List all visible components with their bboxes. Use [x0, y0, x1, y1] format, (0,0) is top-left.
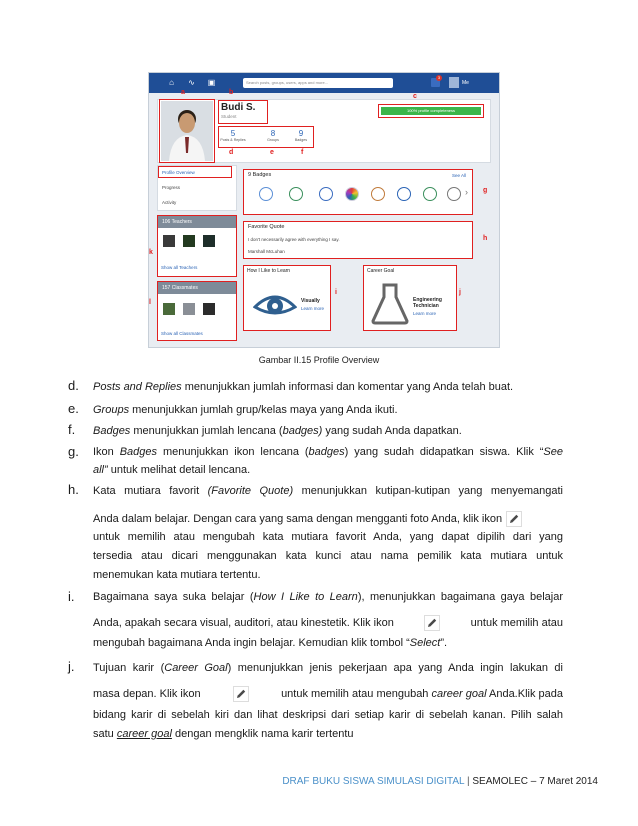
stat-badges-value: 9: [298, 129, 304, 138]
item-j-letter: j.: [68, 659, 75, 674]
callout-box-i: [243, 265, 331, 331]
callout-box-a: [159, 99, 215, 163]
item-i-line2-text-b: untuk memilih atau: [470, 616, 563, 629]
item-d-text: [93, 380, 513, 395]
item-h-line4: tersedia atau dicari menggunakan kata kunci atau nama pemilik kata mutiara untuk: [93, 550, 563, 562]
callout-box-profile-overview: [158, 166, 232, 178]
callout-label-f: f: [301, 149, 304, 156]
callout-box-g: [243, 169, 473, 215]
item-h-line5: menemukan kata mutiara tertentu.: [93, 569, 261, 581]
profile-progress-bar: 100% profile completeness: [381, 107, 481, 115]
home-icon[interactable]: ⌂: [169, 78, 174, 87]
profile-overview-screenshot: [148, 72, 500, 348]
callout-box-h: [243, 221, 473, 259]
callout-box-k: [157, 215, 237, 277]
callout-label-j: j: [459, 289, 461, 296]
stat-posts-label: Posts & Replies: [220, 138, 246, 142]
item-i-line3-text-a: mengubah bagaimana Anda ingin belajar. Kemudian klik tombol “: [93, 637, 410, 649]
item-g-line2: [93, 463, 250, 478]
item-e-rest: menunjukkan jumlah grup/kelas maya yang Anda ikuti.: [129, 404, 398, 416]
item-j-line2-text-c: Anda.Klik pada: [486, 687, 563, 700]
stat-badges-label: Badges: [294, 138, 308, 142]
badges-next-arrow-icon[interactable]: ›: [465, 187, 468, 197]
teachers-header[interactable]: 106 Teachers: [158, 216, 236, 228]
item-g-em: Badges: [119, 446, 158, 458]
item-j-line2-text-b: untuk memilih atau mengubah: [281, 687, 432, 700]
item-j-text-a: Tujuan karir (: [93, 662, 165, 674]
item-j-line2: [93, 686, 563, 702]
favorite-quote-title: Favorite Quote: [248, 224, 285, 230]
item-j-line3: bidang karir di sebelah kiri dan lihat deskripsi dari setiap karir di sebelah kanan. Pilih salah: [93, 709, 563, 721]
footer-separator: |: [466, 776, 470, 787]
callout-label-a: a: [181, 89, 185, 96]
item-j-line4: [93, 727, 354, 742]
item-i-em: How I Like to Learn: [253, 591, 358, 603]
item-i-line2: [93, 615, 563, 631]
item-j-text-b: ) menunjukkan jenis pekerjaan apa yang Anda ingin lakukan di: [227, 662, 563, 674]
item-j-line4-em: career goal: [116, 728, 172, 740]
show-all-classmates-link[interactable]: Show all Classmates: [161, 331, 203, 336]
pencil-edit-icon[interactable]: [233, 686, 249, 702]
item-g-text-c: ) yang sudah didapatkan siswa. Klik “: [344, 446, 544, 458]
item-j-line4-text-b: dengan mengklik nama karir tertentu: [171, 728, 354, 740]
item-g-em2: badges: [308, 446, 345, 458]
item-i-text-b: ), menunjukkan bagaimana gaya belajar: [357, 591, 563, 603]
item-h-text-b: menunjukkan kutipan-kutipan yang menyemangati: [293, 485, 563, 497]
callout-label-h: h: [483, 235, 488, 242]
item-h-line3: untuk memilih atau mengubah kata mutiara favorit Anda, yang dapat dipilih dari yang: [93, 531, 563, 543]
menu-item-activity[interactable]: Activity: [162, 200, 177, 205]
learn-style-name: Visually: [301, 298, 320, 304]
menu-item-profile-overview[interactable]: Profile Overview: [162, 170, 195, 175]
callout-box-def: [218, 126, 314, 148]
how-i-learn-title: How I Like to Learn: [247, 268, 291, 274]
callout-label-k: k: [149, 249, 153, 256]
user-menu-label[interactable]: Me: [462, 80, 469, 86]
item-i-line2-text-a: Anda, apakah secara visual, auditori, atau kinestetik. Klik ikon: [93, 616, 394, 629]
item-f-em2: badges): [282, 425, 323, 437]
search-input[interactable]: Search posts, groups, users, apps and more...: [243, 78, 393, 88]
item-g-line2-text: untuk melihat detail lencana.: [107, 464, 251, 476]
user-menu-avatar[interactable]: [449, 77, 459, 88]
career-goal-title: Career Goal: [367, 268, 395, 274]
item-g-line1: [93, 445, 563, 460]
favorite-quote-author: Marshall McLuhan: [248, 249, 285, 254]
item-j-line4-text-a: satu: [93, 728, 117, 740]
item-f-text: [93, 424, 462, 439]
callout-label-b: b: [229, 89, 234, 96]
footer-book-title: DRAF BUKU SISWA SIMULASI DIGITAL: [282, 776, 465, 787]
item-e-letter: e.: [68, 401, 79, 416]
item-i-line3-text-b: ”.: [440, 637, 448, 649]
activity-icon[interactable]: ∿: [188, 78, 195, 87]
footer-publisher-date: SEAMOLEC – 7 Maret 2014: [472, 776, 598, 787]
item-d-em: Posts and Replies: [93, 381, 182, 393]
item-i-line3-em: Select: [409, 637, 441, 649]
callout-label-l: l: [149, 299, 151, 306]
notification-badge: 3: [437, 75, 441, 80]
classmates-header[interactable]: 157 Classmates: [158, 282, 236, 294]
item-h-line2: [93, 511, 526, 527]
badges-see-all-link[interactable]: See All: [452, 173, 467, 178]
callout-box-b: [218, 100, 268, 124]
page-footer: [282, 776, 598, 787]
item-f-rest-a: menunjukkan jumlah lencana (: [130, 425, 283, 437]
item-d-rest: menunjukkan jumlah informasi dan komentar yang Anda telah buat.: [181, 381, 514, 393]
item-i-line3: [93, 636, 447, 651]
item-i-line1: [93, 590, 563, 605]
pencil-edit-icon[interactable]: [424, 615, 440, 631]
item-i-text-a: Bagaimana saya suka belajar (: [93, 591, 254, 603]
item-j-line1: [93, 661, 563, 676]
callout-label-c: c: [413, 93, 417, 100]
career-learn-more-link[interactable]: Learn more: [413, 311, 437, 316]
item-g-letter: g.: [68, 444, 79, 459]
item-e-text: [93, 403, 398, 418]
show-all-teachers-link[interactable]: Show all Teachers: [161, 265, 198, 270]
item-f-rest-b: yang sudah Anda dapatkan.: [322, 425, 462, 437]
user-name: Budi S.: [221, 102, 256, 113]
badges-title: 9 Badges: [248, 172, 272, 178]
figure-caption: Gambar II.15 Profile Overview: [258, 355, 380, 365]
item-g-em3: See: [543, 446, 563, 458]
callout-label-d: d: [229, 149, 234, 156]
callout-label-i: i: [335, 289, 337, 296]
item-e-em: Groups: [93, 404, 130, 416]
item-g-text-a: Ikon: [93, 446, 120, 458]
item-h-line2-text: Anda dalam belajar. Dengan cara yang sama dengan mengganti foto Anda, klik ikon: [93, 512, 503, 525]
user-role: Student: [221, 114, 237, 119]
callout-label-e: e: [270, 149, 274, 156]
item-f-letter: f.: [68, 422, 76, 437]
item-i-letter: i.: [68, 589, 75, 604]
item-j-line2-text-a: masa depan. Klik ikon: [93, 687, 201, 700]
item-h-em: (Favorite Quote): [207, 485, 294, 497]
callout-label-g: g: [483, 187, 488, 194]
career-name: Engineering Technician: [413, 297, 442, 309]
item-f-em: Badges: [93, 425, 131, 437]
menu-item-progress[interactable]: Progress: [162, 185, 181, 190]
callout-box-j: [363, 265, 457, 331]
callout-box-c: [378, 104, 484, 118]
callout-box-l: [157, 281, 237, 341]
item-h-letter: h.: [68, 482, 79, 497]
item-j-em: Career Goal: [164, 662, 228, 674]
item-g-line2-em: all”: [93, 464, 108, 476]
learn-more-link[interactable]: Learn more: [301, 306, 325, 311]
pencil-edit-icon[interactable]: [506, 511, 522, 527]
apps-icon[interactable]: ▣: [207, 78, 216, 87]
item-d-letter: d.: [68, 378, 79, 393]
item-h-line1: [93, 484, 563, 499]
favorite-quote-text: I don't necessarily agree with everything I say.: [248, 237, 340, 242]
item-h-text-a: Kata mutiara favorit: [93, 485, 208, 497]
stat-groups-value: 8: [270, 129, 276, 138]
item-j-line2-em: career goal: [431, 687, 487, 700]
stat-posts-value: 5: [230, 129, 236, 138]
item-g-text-b: menunjukkan ikon lencana (: [157, 446, 309, 458]
stat-groups-label: Groups: [267, 138, 279, 142]
